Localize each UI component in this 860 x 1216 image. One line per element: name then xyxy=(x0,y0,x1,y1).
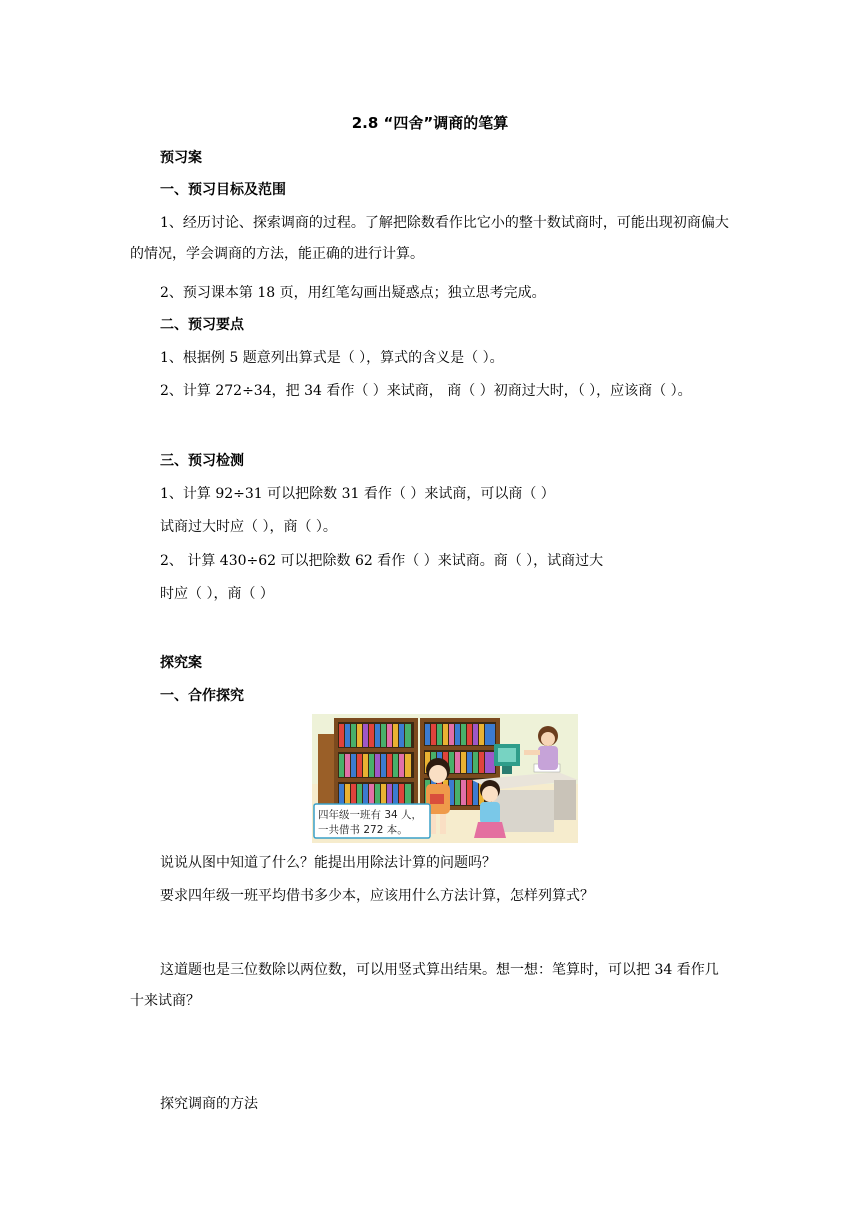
section-heading-cooperate: 一、合作探究 xyxy=(160,688,244,704)
keypoint-1: 1、根据例 5 题意列出算式是（ ），算式的含义是（ ）。 xyxy=(160,350,504,366)
goals-paragraph-1: 1、经历讨论、探索调商的过程。了解把除数看作比它小的整十数试商时，可能出现初商偏大的情况，学会调商的方法，能正确的进行计算。 xyxy=(130,215,729,262)
caption-line-1: 四年级一班有 34 人， xyxy=(318,809,423,821)
library-illustration xyxy=(312,714,578,843)
explore-heading: 探究案 xyxy=(160,655,202,671)
section-heading-check: 三、预习检测 xyxy=(160,453,244,469)
caption-line-2: 一共借书 272 本。 xyxy=(318,824,408,836)
check-line-2: 试商过大时应（ ），商（ ）。 xyxy=(160,519,337,535)
question-4: 探究调商的方法 xyxy=(160,1096,258,1112)
check-line-1: 1、计算 92÷31 可以把除数 31 看作（ ）来试商，可以商（ ） xyxy=(160,486,555,502)
page-title: 2.8 “四舍”调商的笔算 xyxy=(351,114,509,132)
section-heading-goals: 一、预习目标及范围 xyxy=(160,182,286,198)
question-1: 说说从图中知道了什么？能提出用除法计算的问题吗？ xyxy=(160,855,496,871)
goals-paragraph-2: 2、预习课本第 18 页，用红笔勾画出疑惑点；独立思考完成。 xyxy=(160,285,546,301)
check-line-4: 时应（ ），商（ ） xyxy=(160,586,274,602)
section-heading-keypoints: 二、预习要点 xyxy=(160,317,244,333)
illustration-caption xyxy=(314,804,430,838)
preview-heading: 预习案 xyxy=(160,150,202,166)
question-2: 要求四年级一班平均借书多少本，应该用什么方法计算，怎样列算式？ xyxy=(160,888,594,904)
check-line-3: 2、 计算 430÷62 可以把除数 62 看作（ ）来试商。商（ ），试商过大 xyxy=(160,553,604,569)
keypoint-2: 2、计算 272÷34，把 34 看作（ ）来试商， 商（ ）初商过大时，（ ），应该商（ ）。 xyxy=(160,383,692,399)
question-3: 这道题也是三位数除以两位数，可以用竖式算出结果。想一想：笔算时，可以把 34 看作几十来试商？ xyxy=(130,962,719,1009)
